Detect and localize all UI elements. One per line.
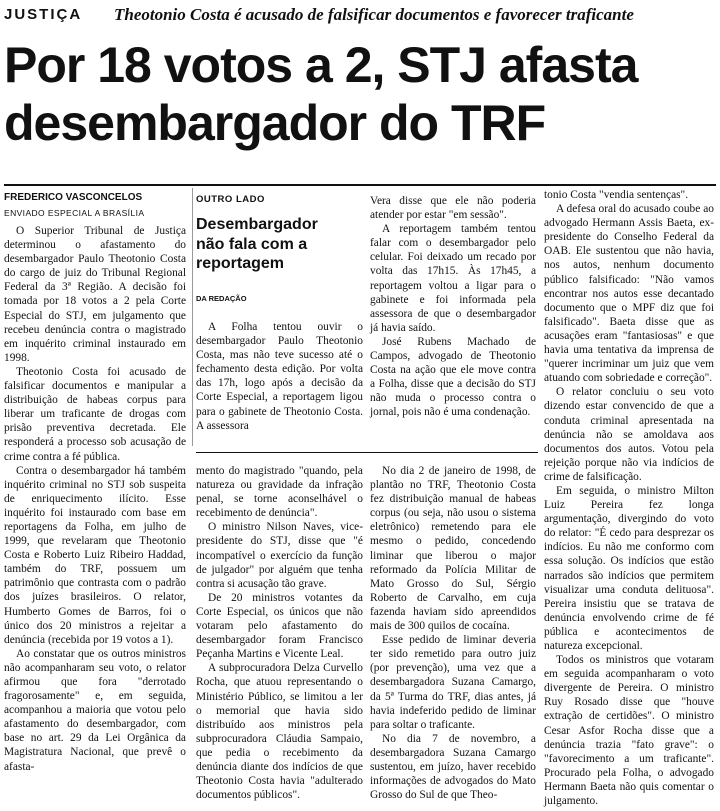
sidebar-byline: DA REDAÇÃO (196, 294, 247, 303)
byline-role: ENVIADO ESPECIAL A BRASÍLIA (4, 208, 145, 218)
sidebar-bottom-rule (196, 452, 538, 453)
sidebar-text-column-2 (370, 194, 536, 420)
paragraph: Ao constatar que os outros ministros não acompanharam seu voto, o relator afirmou que fora "derrotado fragorosamente" e, em seguida, acompanhou a maioria que votou pelo afastamento do desembargador, com base no art. 29 da Lei Orgânica da Magistratura Nacional, que prevê o afasta- (4, 647, 186, 773)
column-4 (544, 188, 714, 808)
paragraph: Theotonio Costa foi acusado de falsificar documentos e manipular a distribuição de habeas corpus para liberar um traficante de drogas com prisão preventiva decretada. Ele responderá a processo sob acusação de crime contra a fé pública. (4, 365, 186, 463)
headline-rule (4, 184, 716, 186)
paragraph: tonio Costa "vendia sentenças". (544, 189, 689, 201)
kicker: Theotonio Costa é acusado de falsificar documentos e favorecer traficante (114, 5, 634, 24)
headline-line-1: Por 18 votos a 2, STJ afasta (4, 37, 638, 93)
paragraph: O ministro Nilson Naves, vice-presidente do STJ, disse que "é incompatível o exercício da função de julgador" por alguém que tenha contra si acusação tão grave. (196, 521, 363, 590)
headline (4, 36, 720, 152)
sidebar-label: OUTRO LADO (196, 194, 265, 205)
paragraph: O Superior Tribunal de Justiça determinou o afastamento do desembargador Paulo Theotonio Costa do cargo de juiz do Tribunal Regional Federal da 3ª Região. A decisão foi tomada por 18 votos a 2 pela Corte Especial do STJ, em julgamento que recebeu denúncia contra o magistrado em inquérito criminal instaurado em 1998. (4, 225, 186, 364)
paragraph: De 20 ministros votantes da Corte Especial, os únicos que não votaram pelo afastamento do desembargador foram Francisco Peçanha Martins e Vicente Leal. (196, 591, 363, 661)
paragraph: A defesa oral do acusado coube ao advogado Hermann Assis Baeta, ex-presidente do Conselho Federal da OAB. Ele sustentou que não havia, nos autos, nenhum documento público falsificado: "Não vamos encontrar nos autos esse decantado documento que o MPF diz que foi falsificado". Baeta disse que as acusações eram "fantasiosas" e que havia uma tentativa da imprensa de "querer incriminar um juiz que vem atuando com sobriedade e correção". (544, 203, 714, 385)
section-label: JUSTIÇA (4, 6, 83, 23)
paragraph: A subprocuradora Delza Curvello Rocha, que atuou representando o Ministério Público, se limitou a ler o memorial que havia sido distribuído aos ministros pela subprocuradora Cláudia Sampaio, que pedia o recebimento da denúncia diante dos indícios de que Theotonio Costa havia "adulterado documentos públicos". (196, 662, 363, 802)
paragraph: No dia 7 de novembro, a desembargadora Suzana Camargo sustentou, em juízo, haver recebido informações de advogados do Mato Grosso do Sul de que Theo- (370, 732, 536, 802)
paragraph: Vera disse que ele não poderia atender por estar "em sessão". (370, 195, 536, 222)
paragraph: Em seguida, o ministro Milton Luiz Pereira fez longa argumentação, divergindo do voto do relator: "É cedo para desprezar os indícios. Eu não me conformo com essa solução. Os indícios que estão narrados são indícios que permitem visualizar uma conduta delituosa". Pereira insistiu que se tratava de denúncia envolvendo crime de fé pública e acontecimentos de natureza excepcional. (544, 484, 714, 652)
paragraph: mento do magistrado "quando, pela natureza ou gravidade da infração penal, se torne aconselhável o recebimento de denúncia". (196, 465, 363, 520)
paragraph: José Rubens Machado de Campos, advogado de Theotonio Costa na ação que ele move contra a Folha, disse que a decisão do STJ não muda o processo contra o jornal, pois não é uma condenação. (370, 335, 536, 419)
headline-line-2: desembargador do TRF (4, 95, 546, 151)
sidebar-title: Desembargador não fala com a reportagem (196, 216, 318, 272)
paragraph: O relator concluiu o seu voto dizendo estar convencido de que a conduta criminal apresentada na denúncia não se amoldava aos documentos dos autos. Votou pela rejeição porque não via indícios de crime de falsificação. (544, 386, 714, 483)
column-3 (370, 464, 536, 802)
paragraph: Contra o desembargador há também inquérito criminal no STJ sob suspeita de enriquecimento ilícito. Esse inquérito foi instaurado com base em reportagens da Folha, em julho de 1999, que revelaram que Theotonio Costa e Roberto Luiz Ribeiro Haddad, também do TRF, possuem um patrimônio que contrasta com o padrão dos juízes brasileiros. O relator, Humberto Gomes de Barros, foi o único dos 20 ministros a rejeitar a denúncia (recebida por 19 votos a 1). (4, 464, 186, 646)
sidebar-text-column-1 (196, 320, 363, 433)
sidebar-divider (192, 188, 193, 446)
paragraph: A reportagem também tentou falar com o desembargador pelo celular. Foi deixado um recado por volta das 17h15. Às 17h45, a reportagem voltou a ligar para o gabinete e foi informada pela assessora de que o desembargador já havia saído. (370, 223, 536, 334)
paragraph: Esse pedido de liminar deveria ter sido remetido para outro juiz (por prevenção), uma vez que a desembargadora Suzana Camargo, da 5ª Turma do TRF, dias antes, já havia indeferido pedido de liminar para soltar o traficante. (370, 634, 536, 731)
column-2 (196, 464, 363, 802)
paragraph: A Folha tentou ouvir o desembargador Paulo Theotonio Costa, mas não teve sucesso até o fechamento desta edição. Por volta das 17h, logo após a decisão da Corte Especial, a reportagem ligou para o gabinete de Theotonio Costa. A assessora (196, 321, 363, 432)
byline-author: FREDERICO VASCONCELOS (4, 192, 143, 203)
paragraph: No dia 2 de janeiro de 1998, de plantão no TRF, Theotonio Costa fez distribuição manual de habeas corpus (ou seja, não usou o sistema eletrônico) remetendo para ele mesmo o pedido, concedendo liminar que liberou o major reformado da Polícia Militar de Mato Grosso do Sul, Sérgio Roberto de Carvalho, em cuja fazenda haviam sido apreendidos mais de 300 quilos de cocaína. (370, 465, 536, 633)
column-1 (4, 224, 186, 774)
paragraph: Todos os ministros que votaram em seguida acompanharam o voto divergente de Pereira. O ministro Ruy Rosado disse que "houve extração de certidões". O ministro Cesar Asfor Rocha disse que a denúncia trazia "fato grave": o "favorecimento a um traficante". Procurado pela Folha, o advogado Hermann Baeta não quis comentar o julgamento. (544, 654, 714, 808)
